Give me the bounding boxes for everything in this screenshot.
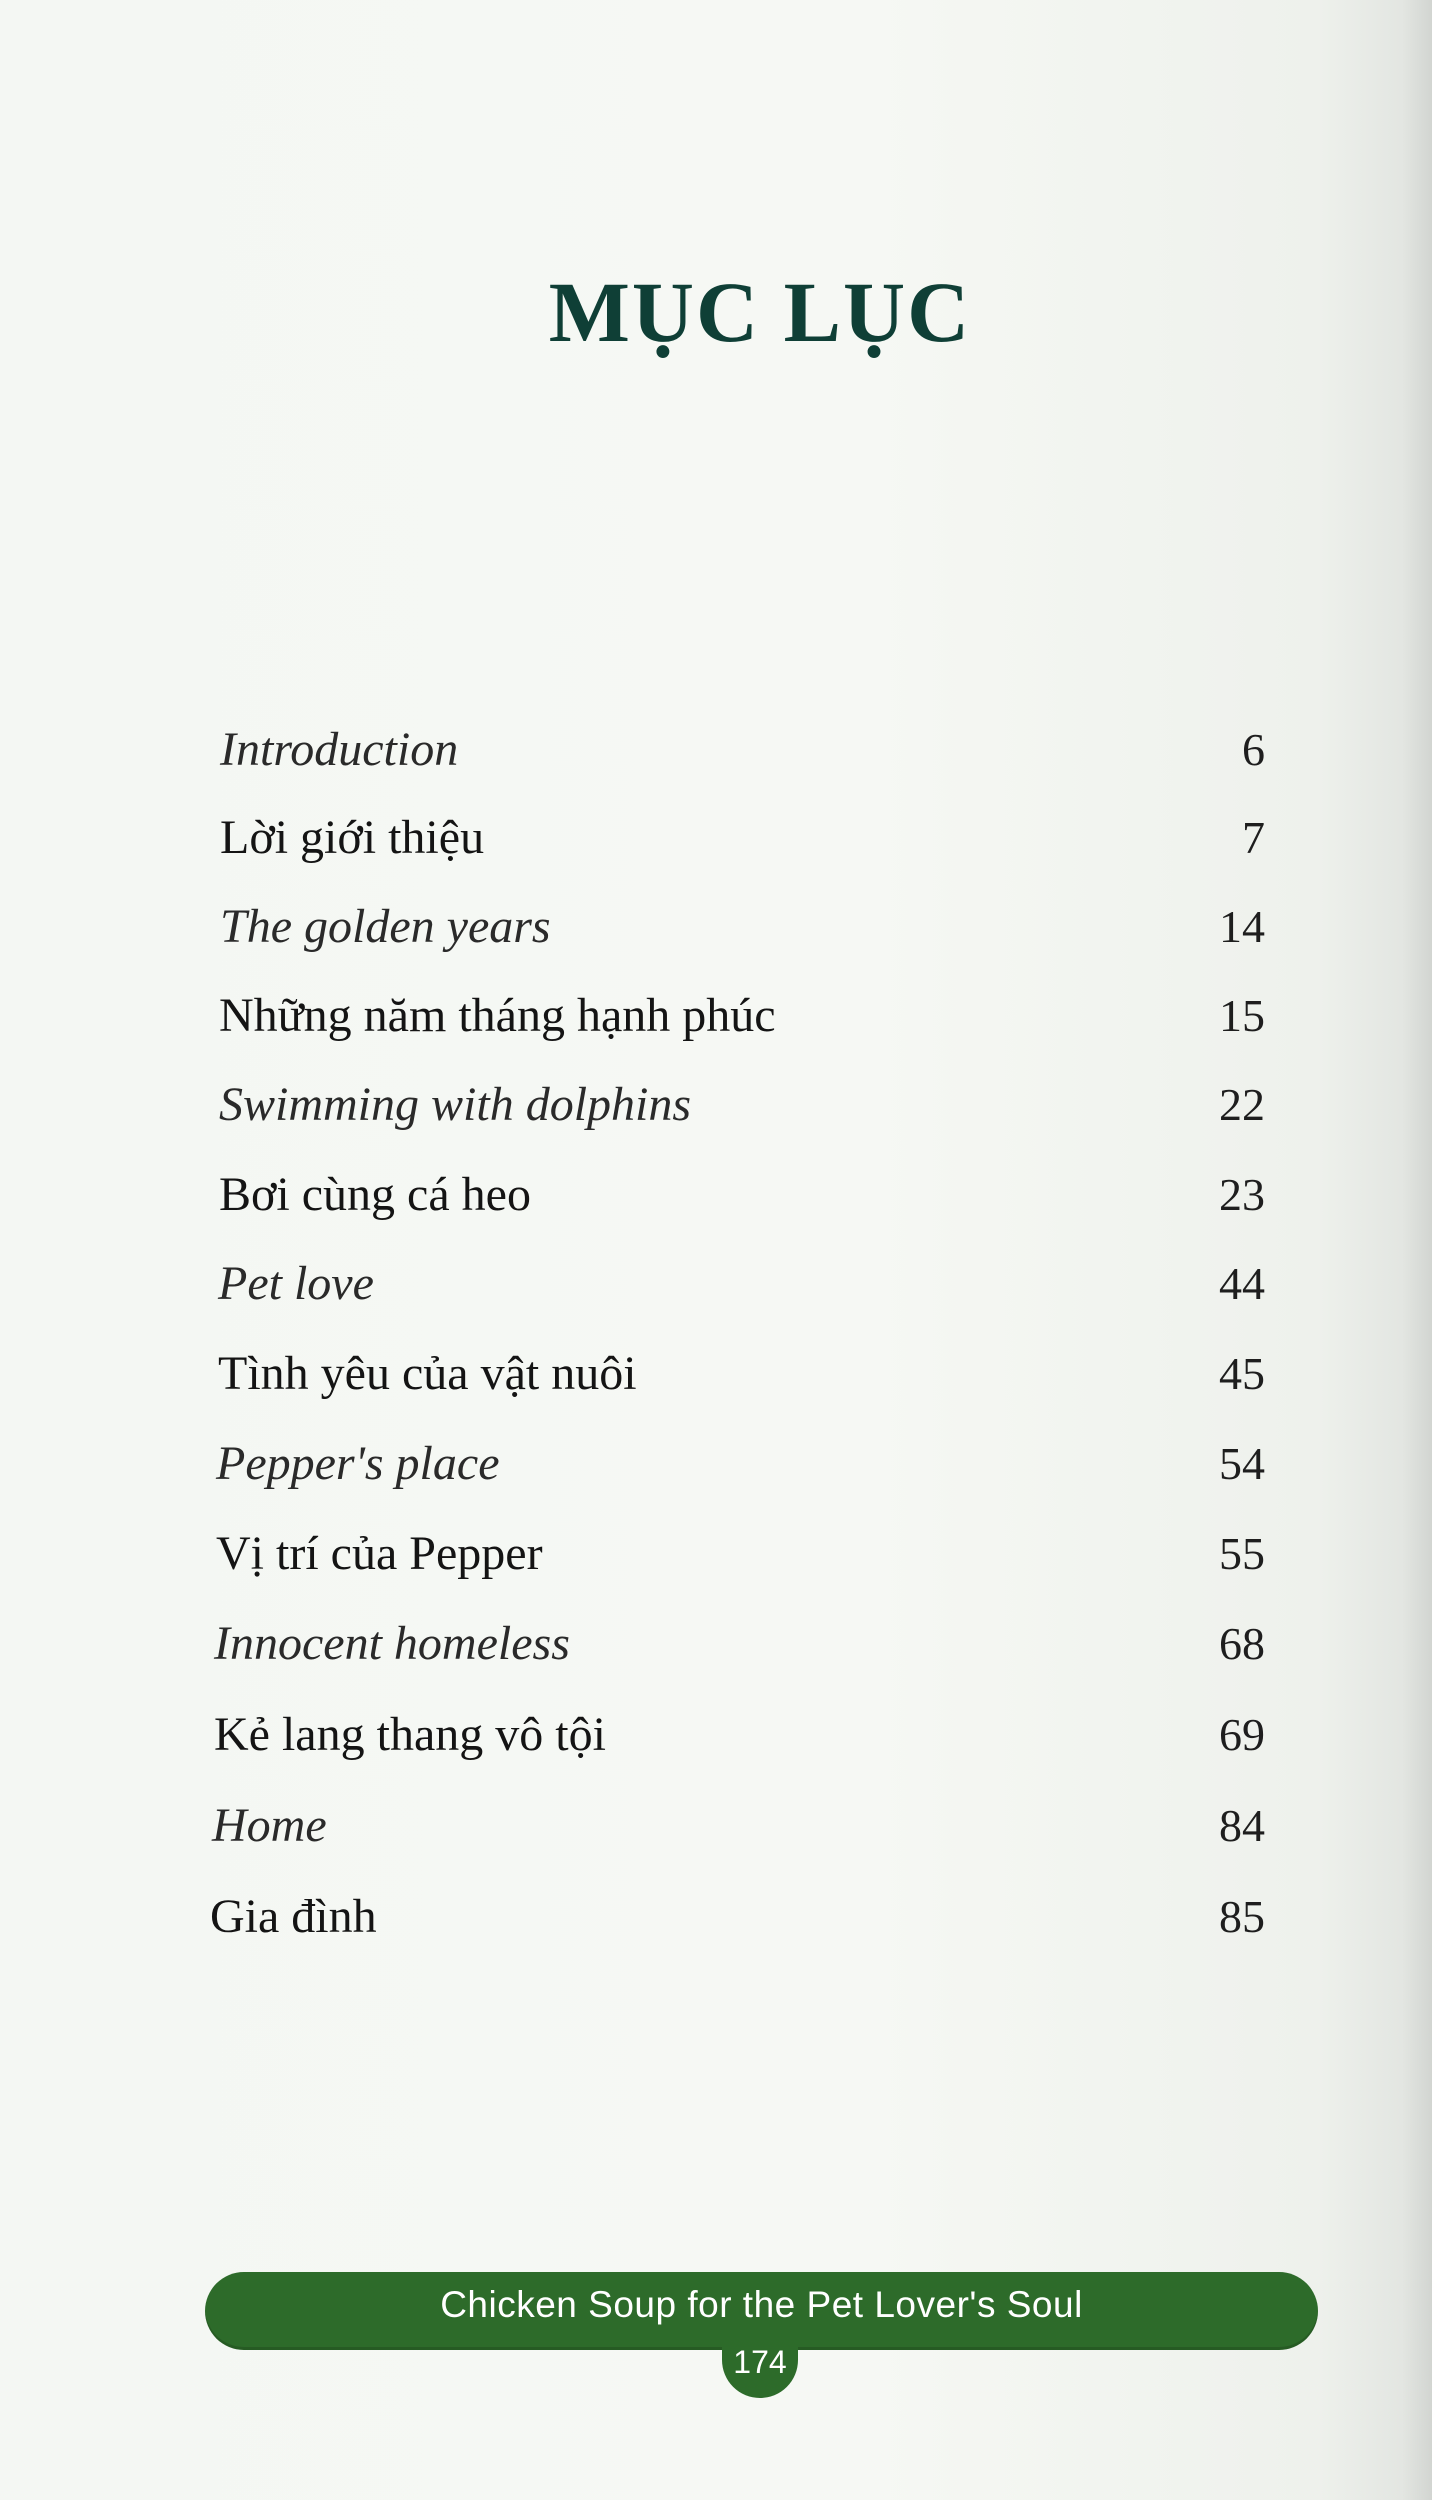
toc-entry-title: Kẻ lang thang vô tội [214, 1708, 606, 1761]
toc-entry [212, 1791, 1265, 1861]
toc-entry [220, 803, 1265, 873]
toc-entry [220, 715, 1265, 785]
toc-entry [218, 1339, 1265, 1409]
toc-entry [216, 1519, 1265, 1589]
toc-entry-page: 54 [1219, 1438, 1265, 1489]
toc-entry [214, 1609, 1265, 1679]
toc-entry [218, 1249, 1265, 1319]
toc-entry-page: 14 [1219, 901, 1265, 952]
toc-entry-title: Home [212, 1799, 327, 1852]
toc-entry-page: 84 [1219, 1800, 1265, 1851]
toc-entry-page: 6 [1242, 724, 1265, 775]
toc-entry-title: Pepper's place [216, 1437, 500, 1490]
toc-entry-page: 44 [1219, 1258, 1265, 1309]
toc-entry-title: Swimming with dolphins [219, 1078, 692, 1131]
toc-entry-title: Vị trí của Pepper [216, 1527, 543, 1580]
page-number-badge [722, 2336, 798, 2398]
toc-entry-title: Introduction [220, 723, 459, 776]
page-title: MỤC LỤC [548, 264, 972, 360]
toc-entry [219, 1160, 1265, 1230]
toc-entry-page: 45 [1219, 1348, 1265, 1399]
toc-entry-page: 68 [1219, 1618, 1265, 1669]
toc-entry-title: The golden years [220, 900, 551, 953]
toc-entry-title: Gia đình [210, 1890, 377, 1943]
page-edge-shadow [1402, 0, 1432, 2500]
toc-entry [219, 1070, 1265, 1140]
page-number: 174 [733, 2344, 787, 2380]
toc-entry-page: 22 [1219, 1079, 1265, 1130]
toc-entry [219, 981, 1265, 1051]
toc-entry-page: 69 [1219, 1709, 1265, 1760]
footer-book-title: Chicken Soup for the Pet Lover's Soul [440, 2284, 1083, 2325]
toc-entry-title: Pet love [218, 1257, 374, 1310]
toc-entry-page: 55 [1219, 1528, 1265, 1579]
toc-entry-title: Bơi cùng cá heo [219, 1168, 531, 1221]
toc-entry-page: 7 [1242, 812, 1265, 863]
toc-entry [214, 1700, 1265, 1770]
toc-entry [210, 1882, 1265, 1952]
toc-entry-page: 15 [1219, 990, 1265, 1041]
toc-entry-title: Tình yêu của vật nuôi [218, 1347, 637, 1400]
toc-entry-page: 85 [1219, 1891, 1265, 1942]
toc-entry-title: Innocent homeless [214, 1617, 570, 1670]
toc-entry-title: Những năm tháng hạnh phúc [219, 989, 776, 1042]
toc-entry [216, 1429, 1265, 1499]
toc-entry-title: Lời giới thiệu [220, 811, 485, 864]
toc-entry-page: 23 [1219, 1169, 1265, 1220]
toc-entry [220, 892, 1265, 962]
